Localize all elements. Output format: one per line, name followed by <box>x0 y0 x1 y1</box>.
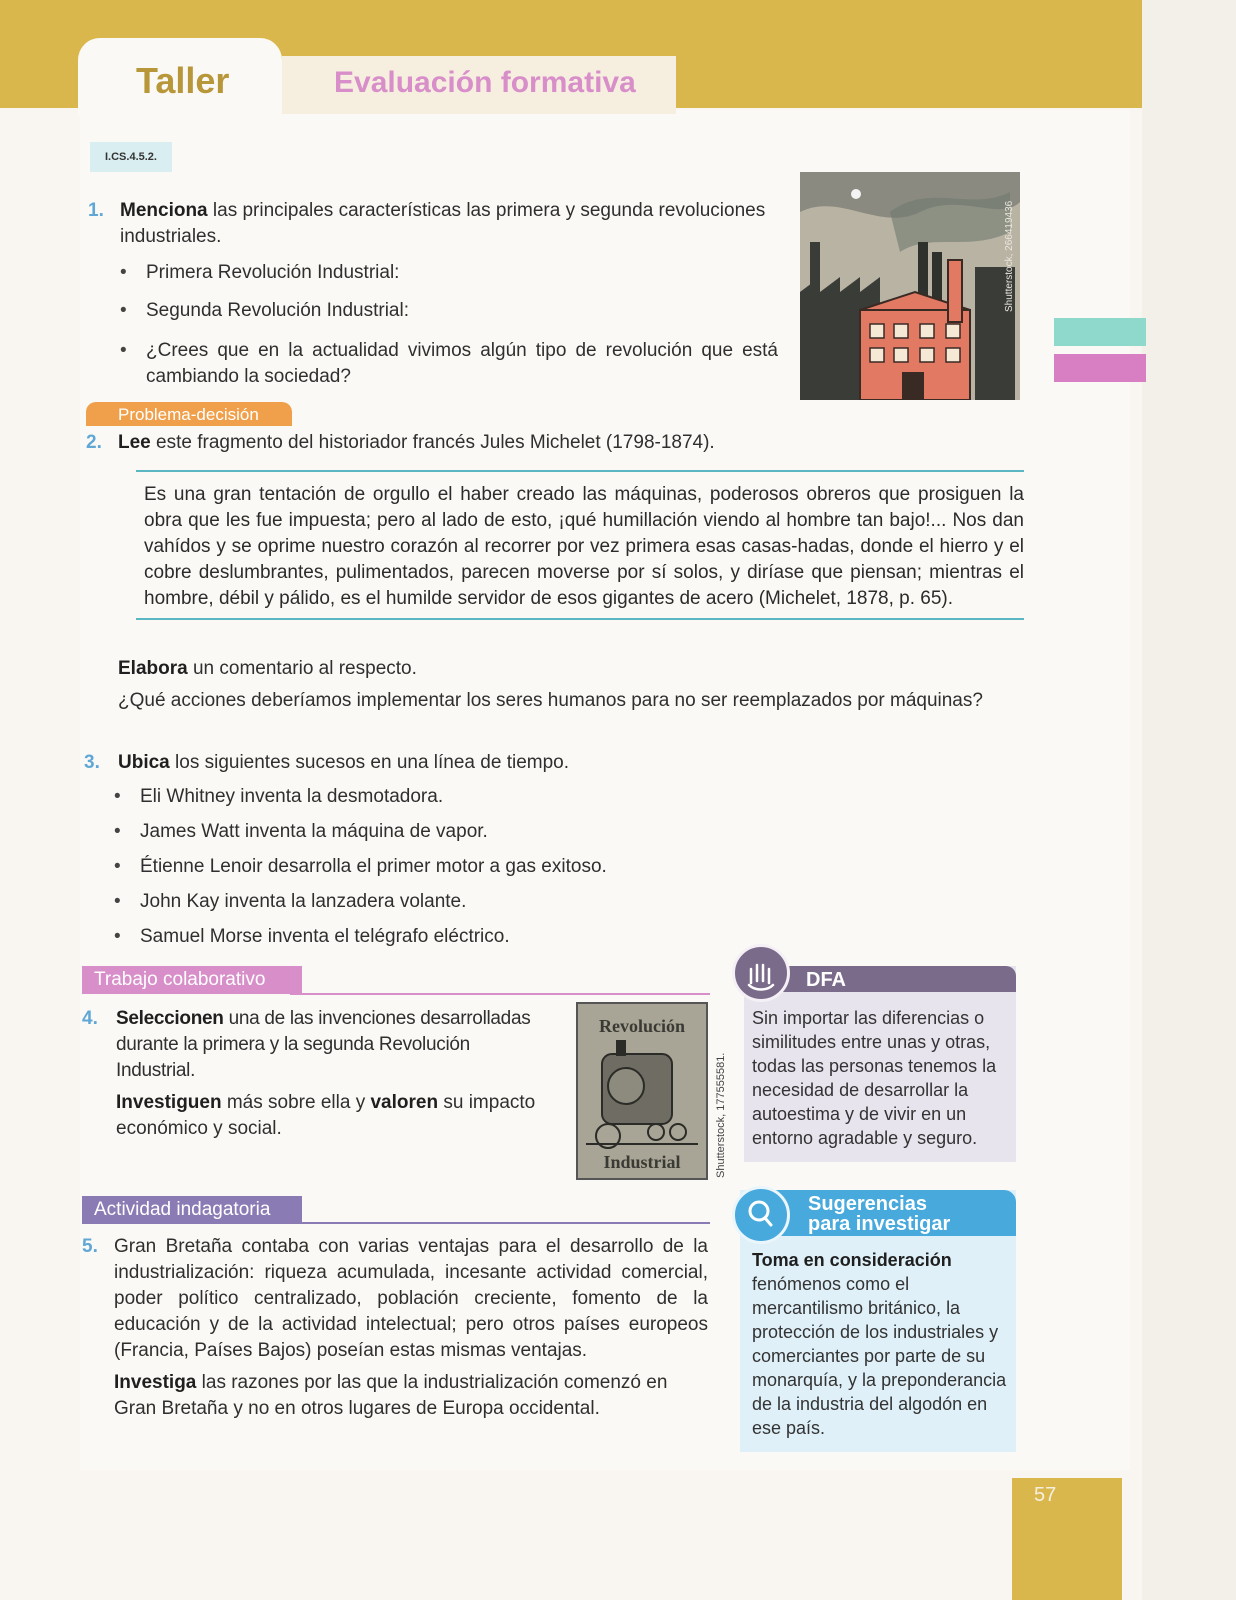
actividad-indagatoria-tag: Actividad indagatoria <box>82 1196 302 1224</box>
question-text: las principales características las primera y segunda revoluciones industriales. <box>120 200 766 247</box>
list-item: • Étienne Lenoir desarrolla el primer motor a gas exitoso. <box>114 854 744 880</box>
question-text: un comentario al respecto. <box>187 658 417 679</box>
question-verb: Elabora <box>118 658 188 679</box>
problema-decision-tag: Problema-decisión <box>86 402 292 426</box>
question-text: ¿Qué acciones deberíamos implementar los seres humanos para no ser reemplazados por máquinas? <box>118 690 983 711</box>
question-3 <box>84 750 744 950</box>
image-credit: Shutterstock, 266419436 <box>1004 200 1015 312</box>
sugerencias-body: Toma en consideración fenómenos como el mercantilismo británico, la protección de los industriales y comerciantes por parte de su monarquía, y la preponderancia de la industria del algodón en ese país. <box>752 1250 1007 1438</box>
list-item: • Primera Revolución Industrial: <box>120 260 778 286</box>
magnifier-icon <box>732 1186 790 1244</box>
taller-title: Taller <box>136 60 230 101</box>
evaluacion-tab <box>282 56 676 114</box>
question-text: los siguientes sucesos en una línea de tiempo. <box>169 752 570 773</box>
revolucion-poster <box>576 1002 708 1180</box>
train-svg <box>578 1004 706 1178</box>
question-text: las razones por las que la industrialización comenzó en Gran Bretaña y no en otros lugares de Europa occidental. <box>114 1372 668 1419</box>
mint-edge-strip <box>1054 318 1146 346</box>
right-margin <box>1142 0 1236 1600</box>
question-2-task <box>118 656 1018 714</box>
dfa-body: Sin importar las diferencias o similitudes entre unas y otras, todas las personas tenemos la necesidad de desarrollar la autoestima y de vivir en un entorno agradable y seguro. <box>752 1008 997 1148</box>
page-number: 57 <box>1012 1478 1122 1600</box>
question-verb: Ubica <box>118 752 170 773</box>
evaluacion-title: Evaluación formativa <box>334 66 636 99</box>
list-item: • James Watt inventa la máquina de vapor. <box>114 819 744 845</box>
question-4: 4. Seleccionen una de las invenciones desarrolladas durante la primera y la segunda Revolución Industrial. Investiguen más sobre ella y valoren su impacto económico y social. <box>82 1008 536 1139</box>
question-verb: Menciona <box>120 200 208 221</box>
question-number: 4. <box>82 1008 98 1029</box>
question-verb: valoren <box>370 1092 439 1113</box>
trabajo-colaborativo-tag: Trabajo colaborativo <box>82 966 302 994</box>
michelet-quote: Es una gran tentación de orgullo el haber creado las máquinas, poderosos obreros que prosiguen la obra que les fue impuesta; pero al lado de esto, ¡qué humillación viendo al hombre tan bajo!... Nos dan vahídos y se oprime nuestro corazón al recorrer por vez primera esas casas-hadas, donde el hierro y el cobre deslumbrantes, pulimentados, parecen moverse por sí solos, y diríase que piensan; mientras el hombre, débil y pálido, es el humilde servidor de esos gigantes de acero (Michelet, 1878, p. 65). <box>136 470 1024 620</box>
list-item: • John Kay inventa la lanzadera volante. <box>114 889 744 915</box>
hands-icon <box>732 944 790 1002</box>
indicator-code: I.CS.4.5.2. <box>90 142 172 172</box>
poster-title-top: Revolución <box>598 1016 686 1036</box>
list-item: • Segunda Revolución Industrial: <box>120 298 778 324</box>
question-5 <box>82 1234 708 1422</box>
question-verb: Investiga <box>114 1372 197 1393</box>
list-item: • ¿Crees que en la actualidad vivimos algún tipo de revolución que está cambiando la sociedad? <box>120 338 778 390</box>
question-verb: Investiguen <box>116 1092 222 1113</box>
question-number: 1. <box>88 200 104 221</box>
question-verb: Lee <box>118 432 151 453</box>
question-verb: Seleccionen <box>116 1008 224 1029</box>
question-number: 2. <box>86 432 102 453</box>
sugerencias-box <box>740 1190 1016 1452</box>
question-number: 5. <box>82 1236 98 1257</box>
question-1 <box>88 198 778 390</box>
list-item: • Eli Whitney inventa la desmotadora. <box>114 784 744 810</box>
question-text: este fragmento del historiador francés Jules Michelet (1798-1874). <box>150 432 715 453</box>
factory-svg <box>800 172 1020 400</box>
dfa-title: DFA <box>756 966 1016 992</box>
question-text: una de las invenciones desarrolladas durante la primera y la segunda Revolución Industrial. <box>116 1008 531 1081</box>
section-rule <box>290 1222 710 1224</box>
sugerencias-title: Sugerencias para investigar <box>754 1190 1016 1236</box>
poster-credit-box <box>710 1052 730 1340</box>
question-text: Gran Bretaña contaba con varias ventajas para el desarrollo de la industrialización: riqueza acumulada, incesante actividad comercial, poder político centralizado, población creciente, fomento de la educación y de la actividad intelectual; pero otros países europeos (Francia, Países Bajos) poseían estas mismas ventajas. <box>114 1236 708 1361</box>
section-rule <box>290 993 710 995</box>
poster-title-bottom: Industrial <box>603 1152 681 1172</box>
taller-tab <box>78 38 282 116</box>
factory-illustration <box>800 172 1020 400</box>
question-number: 3. <box>84 752 100 773</box>
dfa-box <box>744 966 1016 1162</box>
list-item: • Samuel Morse inventa el telégrafo eléctrico. <box>114 924 744 950</box>
question-2 <box>86 430 786 456</box>
pink-edge-strip <box>1054 354 1146 382</box>
poster-credit: Shutterstock, 177555581. <box>715 1052 727 1178</box>
